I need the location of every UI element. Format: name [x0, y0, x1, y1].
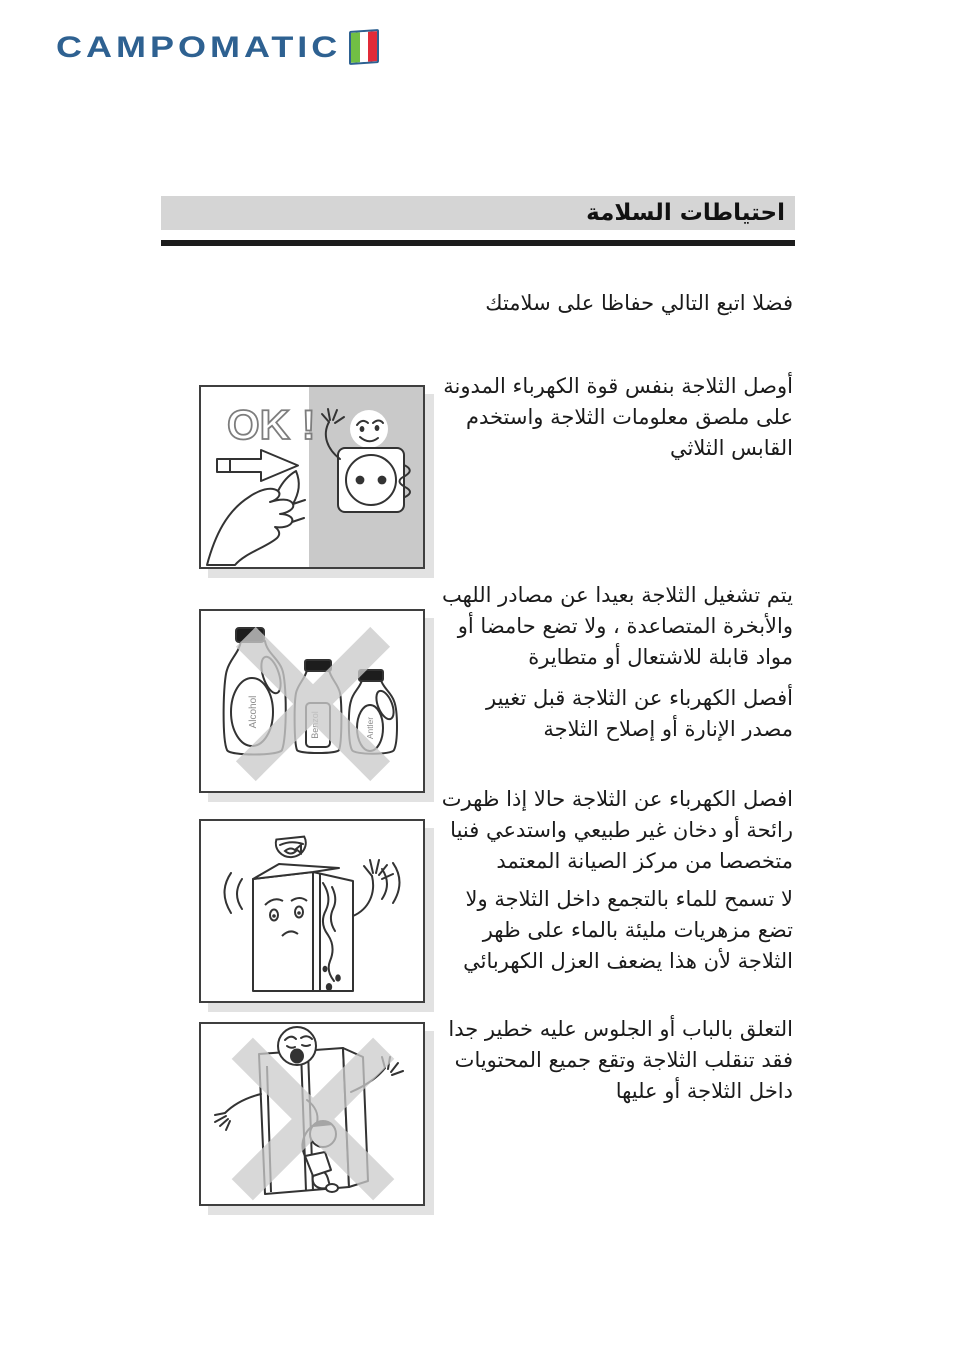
paragraph-unplug-if-smoke: [373, 784, 793, 877]
campomatic-logo: [56, 26, 379, 68]
paragraph-line: تضع مزهريات مليئة بالماء على ظهر: [482, 918, 793, 942]
illustration-power-outlet-ok: [199, 385, 425, 569]
flag-stripe-white: [360, 32, 369, 63]
paragraph-line: مواد قابلة للاشتعال أو متطايرة: [528, 645, 793, 669]
bottle-label-antler: Antler: [365, 716, 375, 740]
fishbowl-icon: [275, 836, 307, 858]
paragraph-line: التعلق بالباب أو الجلوس عليه خطير جدا: [448, 1017, 793, 1041]
paragraph-line: داخل الثلاجة أو عليها: [615, 1079, 793, 1103]
paragraph-line: على ملصق معلومات الثلاجة واستخدم: [465, 405, 793, 429]
paragraph-line: فقد تنقلب الثلاجة وتقع جميع المحتويات: [454, 1048, 793, 1072]
fridge-body-icon: [253, 864, 353, 991]
bottle-label-alcohol: Alcohol: [248, 695, 259, 729]
bottles-drawing: [201, 611, 423, 791]
paragraph-line: أفصل الكهرباء عن الثلاجة قبل تغيير: [486, 686, 793, 710]
paragraph-line: والأبخرة المتصاعدة ، ولا تضع حامضا أو: [457, 614, 793, 638]
section-title-bar: [161, 196, 795, 230]
illustration-flammables-prohibited: [199, 609, 425, 793]
arrow-pencil-icon: [217, 450, 298, 481]
paragraph-unplug-before-repair: [373, 683, 793, 745]
fridge-water-drawing: [201, 821, 423, 1001]
ok-label: OK !: [227, 401, 316, 448]
paragraph-no-hanging: [373, 1014, 793, 1107]
outlet-ok-drawing: [201, 387, 423, 567]
paragraph-line: القابس الثلاثي: [670, 436, 793, 460]
flag-stripe-green: [351, 32, 360, 63]
paragraph-line: أوصل الثلاجة بنفس قوة الكهرباء المدونة: [443, 374, 793, 398]
paragraph-line: يتم تشغيل الثلاجة بعيدا عن مصادر اللهب: [441, 583, 793, 607]
italian-flag-icon: [349, 29, 379, 65]
paragraph-line: رائحة أو دخان غير طبيعي واستدعي فنيا: [450, 818, 793, 842]
hanging-child-drawing: [201, 1024, 423, 1204]
illustration-hanging-on-door: [199, 1022, 425, 1206]
section-title: احتياطات السلامة: [586, 200, 785, 226]
paragraph-line: متخصصا من مركز الصيانة المعتمد: [496, 849, 793, 873]
paragraph-line: الثلاجة لأن هذا يضعف العزل الكهربائي: [463, 949, 793, 973]
paragraph-connect-voltage: [373, 371, 793, 464]
paragraph-line: مصدر الإنارة أو إصلاح الثلاجة: [543, 717, 793, 741]
illustration-fridge-water-spill: [199, 819, 425, 1003]
paragraph-away-from-flames: [373, 580, 793, 673]
flag-stripe-red: [369, 31, 378, 62]
paragraph-line: افصل الكهرباء عن الثلاجة حالا إذا ظهرت: [441, 787, 793, 811]
paragraph-line: لا تسمح للماء بالتجمع داخل الثلاجة ولا: [465, 887, 793, 911]
divider-rule: [161, 240, 795, 246]
alarmed-face-icon: [278, 1027, 316, 1065]
logo-text: CAMPOMATIC: [56, 29, 342, 64]
paragraph-no-water: [373, 884, 793, 977]
intro-text: فضلا اتبع التالي حفاظا على سلامتك: [485, 291, 793, 315]
hand-with-plug-icon: [207, 471, 305, 565]
